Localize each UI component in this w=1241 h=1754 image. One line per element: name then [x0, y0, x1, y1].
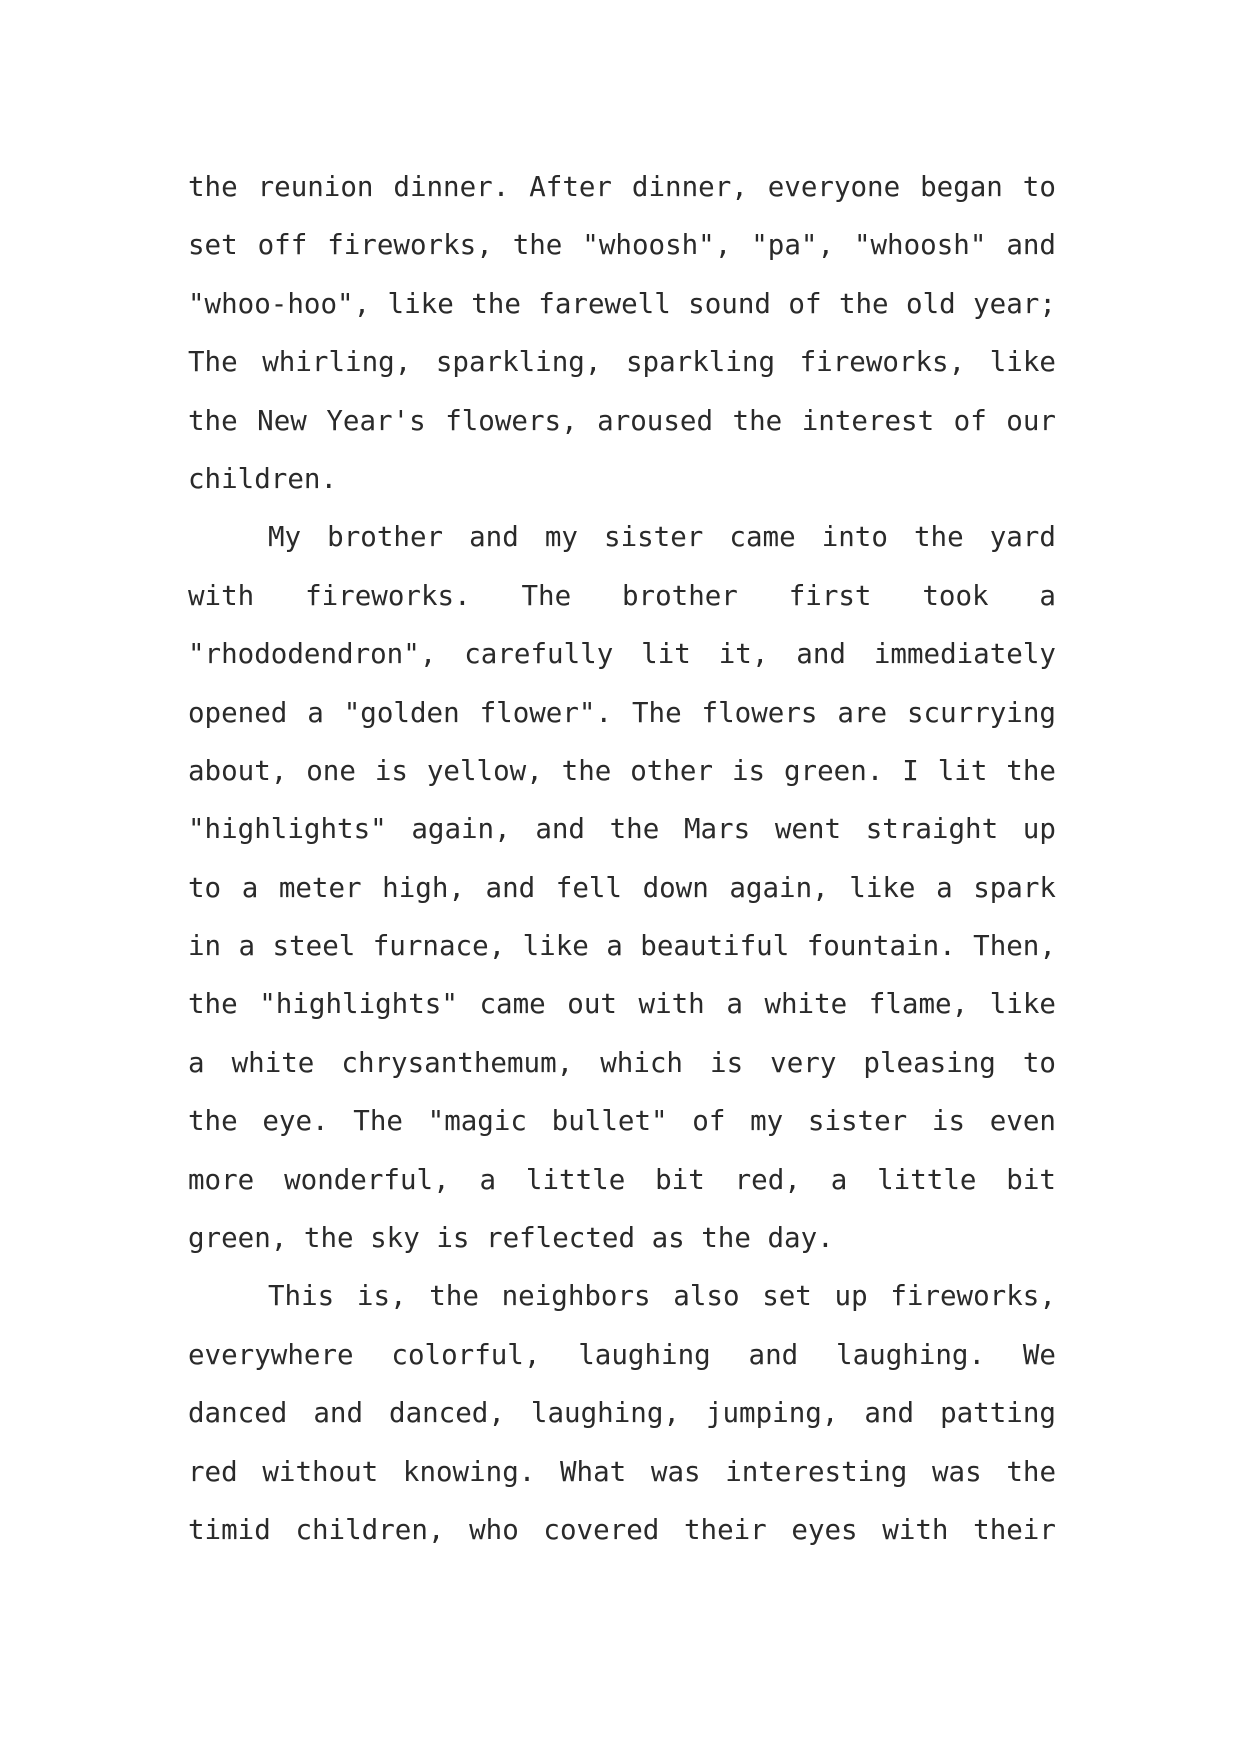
text-line [188, 567, 1056, 625]
word: dinner. [393, 171, 510, 203]
word: and [535, 813, 585, 846]
word: The [353, 1105, 403, 1138]
word: with [882, 1513, 949, 1546]
word: "rhododendron", [188, 638, 437, 671]
word: of [953, 404, 987, 437]
word: interest [801, 404, 935, 437]
word: beautiful [640, 930, 790, 963]
word: spark [973, 871, 1056, 904]
word: bit [655, 1163, 705, 1196]
word: little [877, 1163, 977, 1196]
text-line [188, 917, 1056, 975]
word: everyone [767, 171, 901, 203]
word: sparkling, [435, 346, 602, 379]
word: the [471, 287, 521, 320]
word: of [692, 1105, 726, 1138]
word: fireworks, [327, 229, 493, 262]
word: the [913, 521, 964, 554]
word: sister [604, 521, 704, 554]
word: like [849, 871, 916, 904]
word: in [188, 930, 222, 963]
word: my [544, 521, 578, 554]
word: which [600, 1046, 683, 1079]
word: jumping, [705, 1397, 839, 1430]
word: brother [327, 521, 444, 554]
word: eye. [262, 1105, 329, 1138]
word: the [429, 1280, 479, 1313]
word: the [512, 229, 563, 262]
text-line [188, 800, 1056, 858]
word: it, [718, 638, 769, 671]
word: the [188, 1105, 238, 1138]
text-line [188, 1151, 1056, 1209]
text-line [188, 450, 1056, 508]
word: the [838, 287, 889, 320]
word: little [525, 1163, 626, 1196]
word: laughing [578, 1338, 711, 1371]
text-line [188, 742, 1056, 800]
word: was [650, 1455, 701, 1488]
word: flowers [701, 696, 818, 729]
word: carefully [464, 638, 614, 671]
word: colorful, [391, 1338, 541, 1371]
word: is [931, 1105, 966, 1138]
word: is [731, 754, 766, 787]
word: the [732, 404, 783, 437]
word: red [188, 1455, 238, 1488]
word: immediately [873, 638, 1056, 671]
word: "highlights" [259, 988, 458, 1021]
word: and [313, 1397, 364, 1430]
line-text: children. [188, 462, 338, 495]
word: a [830, 1163, 848, 1196]
word: of [788, 287, 822, 320]
word: farewell [538, 287, 671, 320]
word: New [257, 404, 307, 437]
text-line [188, 625, 1056, 683]
text-line [188, 216, 1056, 274]
word: to [1022, 171, 1056, 203]
text-line [188, 333, 1056, 391]
word: the [561, 754, 612, 787]
word: Then, [973, 930, 1056, 963]
line-text: green, the sky is reflected as the day. [188, 1222, 834, 1255]
word: a [726, 988, 743, 1021]
word: flowers, [445, 404, 578, 437]
word: into [821, 521, 888, 554]
word: a [238, 930, 256, 963]
word: "whoosh" [853, 229, 987, 262]
word: "highlights" [188, 813, 387, 846]
word: sound [688, 287, 771, 320]
word: and [469, 521, 519, 554]
word: a [479, 1163, 497, 1196]
word: and [864, 1397, 915, 1430]
word: yellow, [426, 754, 543, 787]
word: children, [295, 1513, 445, 1546]
word: also [673, 1280, 740, 1313]
word: covered [543, 1513, 660, 1546]
word: fireworks, [890, 1280, 1056, 1313]
word: Mars [683, 813, 751, 846]
word: green. [783, 754, 884, 787]
text-line [188, 1501, 1056, 1559]
word: and [1006, 229, 1056, 262]
word: chrysanthemum, [341, 1046, 574, 1079]
word: very [770, 1046, 837, 1079]
word: brother [621, 579, 738, 612]
word: a [188, 1046, 205, 1079]
word: white [764, 988, 848, 1021]
word: aroused [597, 404, 714, 437]
word: was [932, 1455, 982, 1488]
word: more [188, 1163, 255, 1196]
word: timid [188, 1513, 271, 1546]
word: are [837, 696, 888, 729]
word: with [188, 579, 255, 612]
word: who [469, 1513, 519, 1546]
body-text [188, 158, 1056, 1559]
word: high, [382, 871, 465, 904]
word: one [306, 754, 356, 787]
word: came [729, 521, 796, 554]
word: a [1039, 579, 1056, 612]
word: the [1006, 754, 1056, 787]
word: flame, [868, 988, 969, 1021]
word: The [631, 696, 682, 729]
word: the [609, 813, 660, 846]
word: fell [555, 871, 622, 904]
word: again, [411, 813, 511, 846]
word: out [567, 988, 617, 1021]
word: I [902, 754, 919, 787]
word: up [834, 1280, 868, 1313]
word: opened [188, 696, 288, 729]
word: meter [278, 871, 362, 904]
word: old [906, 287, 956, 320]
word: sister [807, 1105, 908, 1138]
word: danced, [389, 1397, 505, 1430]
word: "whoosh", [582, 229, 732, 262]
text-line [188, 1326, 1056, 1384]
word: straight [865, 813, 999, 846]
word: furnace, [372, 930, 506, 963]
word: is [374, 754, 408, 787]
word: and [796, 638, 846, 671]
text-line [188, 158, 1056, 216]
word: fireworks. [305, 579, 471, 612]
word: is [710, 1046, 744, 1079]
text-line [188, 508, 1056, 566]
text-line [188, 392, 1056, 450]
word: flower". [479, 696, 613, 729]
word: The [521, 579, 572, 612]
word: set [762, 1280, 812, 1313]
word: "whoo-hoo", [188, 287, 371, 320]
word: reunion [257, 171, 374, 203]
word: the [188, 988, 238, 1021]
word: eyes [791, 1513, 858, 1546]
word: "golden [343, 696, 460, 729]
word: and [485, 871, 536, 904]
word: set [188, 229, 238, 262]
word: fountain. [806, 930, 956, 963]
word: dinner, [631, 171, 748, 203]
word: The [188, 346, 238, 379]
word: After [529, 171, 612, 203]
word: off [257, 229, 308, 262]
word: our [1006, 404, 1056, 437]
word: like [989, 346, 1056, 379]
word: neighbors [501, 1280, 651, 1313]
word: "magic [427, 1105, 527, 1138]
word: other [630, 754, 714, 787]
word: What [560, 1455, 627, 1488]
text-line [188, 975, 1056, 1033]
word: year; [973, 287, 1056, 320]
word: interesting [725, 1455, 908, 1488]
word: This [268, 1280, 335, 1313]
text-line [188, 684, 1056, 742]
text-line [188, 1034, 1056, 1092]
text-line [188, 1267, 1056, 1325]
word: again, [729, 871, 829, 904]
word: bullet" [551, 1105, 668, 1138]
word: took [922, 579, 989, 612]
text-line [188, 1384, 1056, 1442]
word: is, [356, 1280, 407, 1313]
word: laughing. [836, 1338, 986, 1371]
word: steel [272, 930, 356, 963]
word: like [387, 287, 454, 320]
word: a [307, 696, 324, 729]
word: lit [937, 754, 988, 787]
word: a [241, 871, 259, 904]
text-line [188, 1209, 1056, 1267]
word: to [1022, 1046, 1056, 1079]
word: bit [1006, 1163, 1056, 1196]
word: came [479, 988, 546, 1021]
text-line [188, 1092, 1056, 1150]
word: the [1006, 1455, 1056, 1488]
word: their [683, 1513, 767, 1546]
word: sparkling [626, 346, 776, 379]
word: up [1022, 813, 1056, 846]
word: laughing, [530, 1397, 680, 1430]
word: a [936, 871, 953, 904]
word: Year's [326, 404, 426, 437]
text-line [188, 275, 1056, 333]
word: the [188, 171, 238, 203]
word: like [522, 930, 589, 963]
text-line [188, 859, 1056, 917]
word: red, [734, 1163, 801, 1196]
word: white [231, 1046, 315, 1079]
word: scurrying [906, 696, 1056, 729]
word: My [268, 521, 302, 554]
word: without [262, 1455, 379, 1488]
word: first [788, 579, 872, 612]
word: We [1022, 1338, 1056, 1371]
word: even [989, 1105, 1056, 1138]
word: patting [940, 1397, 1056, 1430]
word: fireworks, [799, 346, 966, 379]
word: pleasing [863, 1046, 996, 1079]
word: their [973, 1513, 1056, 1546]
word: down [642, 871, 709, 904]
word: like [989, 988, 1056, 1021]
word: to [188, 871, 222, 904]
word: knowing. [402, 1455, 536, 1488]
word: began [920, 171, 1003, 203]
word: went [774, 813, 842, 846]
word: "pa", [751, 229, 835, 262]
word: yard [989, 521, 1056, 554]
word: my [750, 1105, 784, 1138]
word: and [748, 1338, 799, 1371]
word: wonderful, [284, 1163, 450, 1196]
word: about, [188, 754, 288, 787]
word: lit [641, 638, 691, 671]
word: everywhere [188, 1338, 354, 1371]
text-line [188, 1443, 1056, 1501]
word: a [606, 930, 623, 963]
word: whirling, [262, 346, 412, 379]
word: with [638, 988, 705, 1021]
word: the [188, 404, 238, 437]
word: danced [188, 1397, 288, 1430]
